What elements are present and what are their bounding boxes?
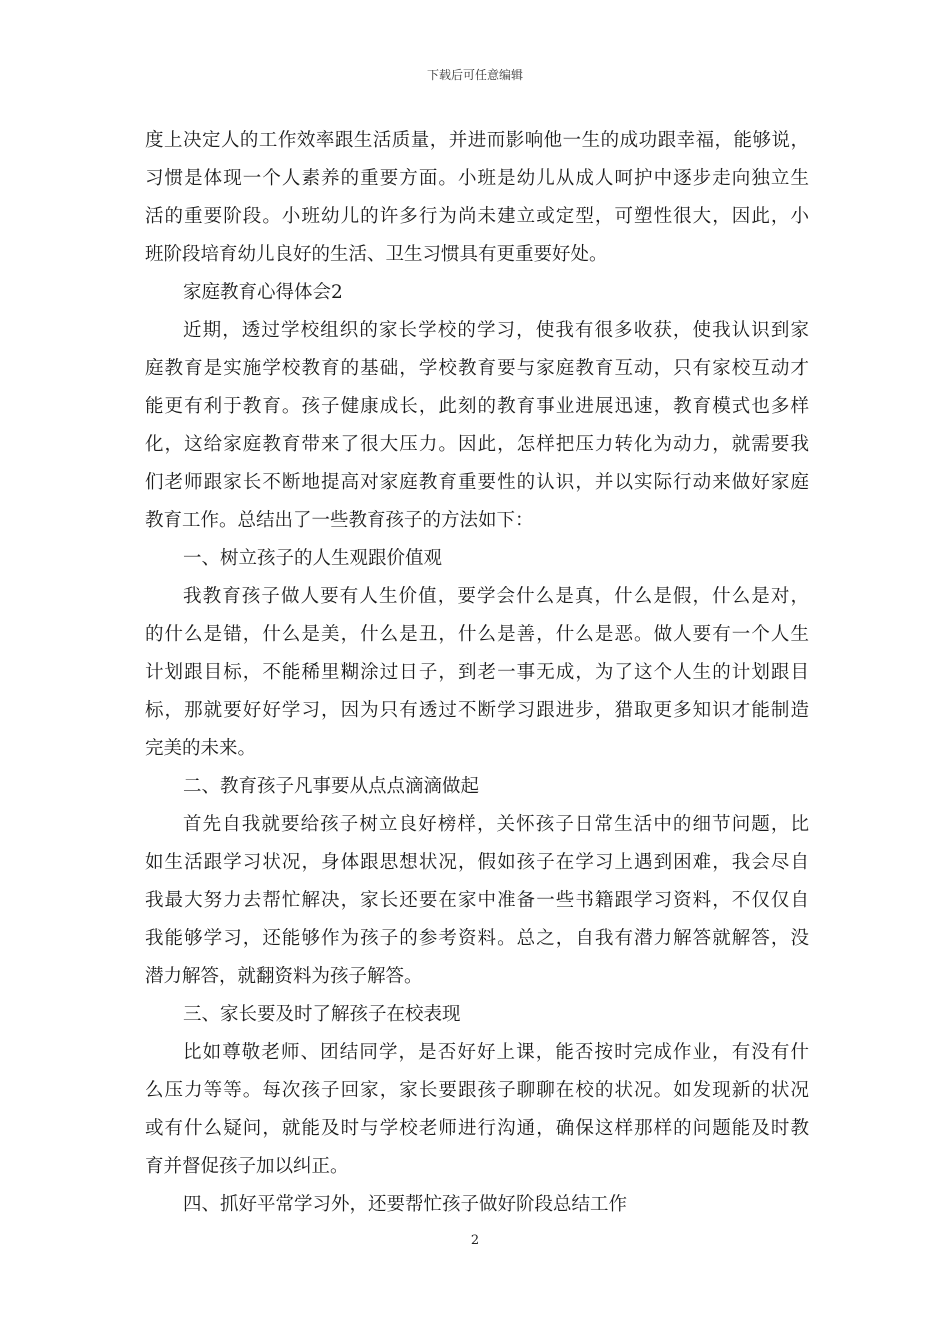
- text-line: 我最大努力去帮忙解决，家长还要在家中准备一些书籍跟学习资料，不仅仅自: [145, 890, 809, 911]
- document-body: [145, 122, 809, 1224]
- text-line: 标，那就要好好学习，因为只有透过不断学习跟进步，猎取更多知识才能制造: [145, 700, 809, 721]
- text-line: 教育工作。总结出了一些教育孩子的方法如下：: [145, 510, 534, 531]
- text-line: 比如尊敬老师、团结同学，是否好好上课，能否按时完成作业，有没有什: [183, 1042, 809, 1063]
- text-line: 活的重要阶段。小班幼儿的许多行为尚未建立或定型，可塑性很大，因此，小: [145, 206, 809, 227]
- text-line: 能更有利于教育。孩子健康成长，此刻的教育事业进展迅速，教育模式也多样: [145, 396, 809, 417]
- text-line: 二、教育孩子凡事要从点点滴滴做起: [183, 776, 480, 797]
- text-line: 度上决定人的工作效率跟生活质量，并进而影响他一生的成功跟幸福，能够说，: [145, 130, 809, 151]
- text-line: 习惯是体现一个人素养的重要方面。小班是幼儿从成人呵护中逐步走向独立生: [145, 168, 809, 189]
- text-line: 们老师跟家长不断地提高对家庭教育重要性的认识，并以实际行动来做好家庭: [145, 472, 809, 493]
- text-line: 班阶段培育幼儿良好的生活、卫生习惯具有更重要好处。: [145, 244, 608, 265]
- text-line: 一、树立孩子的人生观跟价值观: [183, 548, 443, 569]
- text-line: 三、家长要及时了解孩子在校表现: [183, 1004, 461, 1025]
- text-line: 庭教育是实施学校教育的基础，学校教育要与家庭教育互动，只有家校互动才: [145, 358, 809, 379]
- text-line: 四、抓好平常学习外，还要帮忙孩子做好阶段总结工作: [183, 1194, 628, 1215]
- text-line: 家庭教育心得体会2: [183, 282, 343, 303]
- text-line: 潜力解答，就翻资料为孩子解答。: [145, 966, 423, 987]
- text-line: 计划跟目标，不能稀里糊涂过日子，到老一事无成，为了这个人生的计划跟目: [145, 662, 809, 683]
- text-line: 么压力等等。每次孩子回家，家长要跟孩子聊聊在校的状况。如发现新的状况: [145, 1080, 809, 1101]
- page-header: 下载后可任意编辑: [426, 68, 523, 82]
- text-line: 育并督促孩子加以纠正。: [145, 1156, 349, 1177]
- text-line: 我教育孩子做人要有人生价值，要学会什么是真，什么是假，什么是对，: [183, 586, 809, 607]
- text-line: 近期，透过学校组织的家长学校的学习，使我有很多收获，使我认识到家: [183, 320, 809, 341]
- text-line: 完美的未来。: [145, 738, 257, 759]
- text-line: 首先自我就要给孩子树立良好榜样，关怀孩子日常生活中的细节问题，比: [183, 814, 809, 835]
- text-line: 我能够学习，还能够作为孩子的参考资料。总之，自我有潜力解答就解答，没: [145, 928, 809, 949]
- text-line: 化，这给家庭教育带来了很大压力。因此，怎样把压力转化为动力，就需要我: [145, 434, 809, 455]
- text-line: 或有什么疑问，就能及时与学校老师进行沟通，确保这样那样的问题能及时教: [145, 1118, 809, 1139]
- text-line: 如生活跟学习状况，身体跟思想状况，假如孩子在学习上遇到困难，我会尽自: [145, 852, 809, 873]
- text-line: 的什么是错，什么是美，什么是丑，什么是善，什么是恶。做人要有一个人生: [145, 624, 809, 645]
- page-number: 2: [470, 1233, 480, 1248]
